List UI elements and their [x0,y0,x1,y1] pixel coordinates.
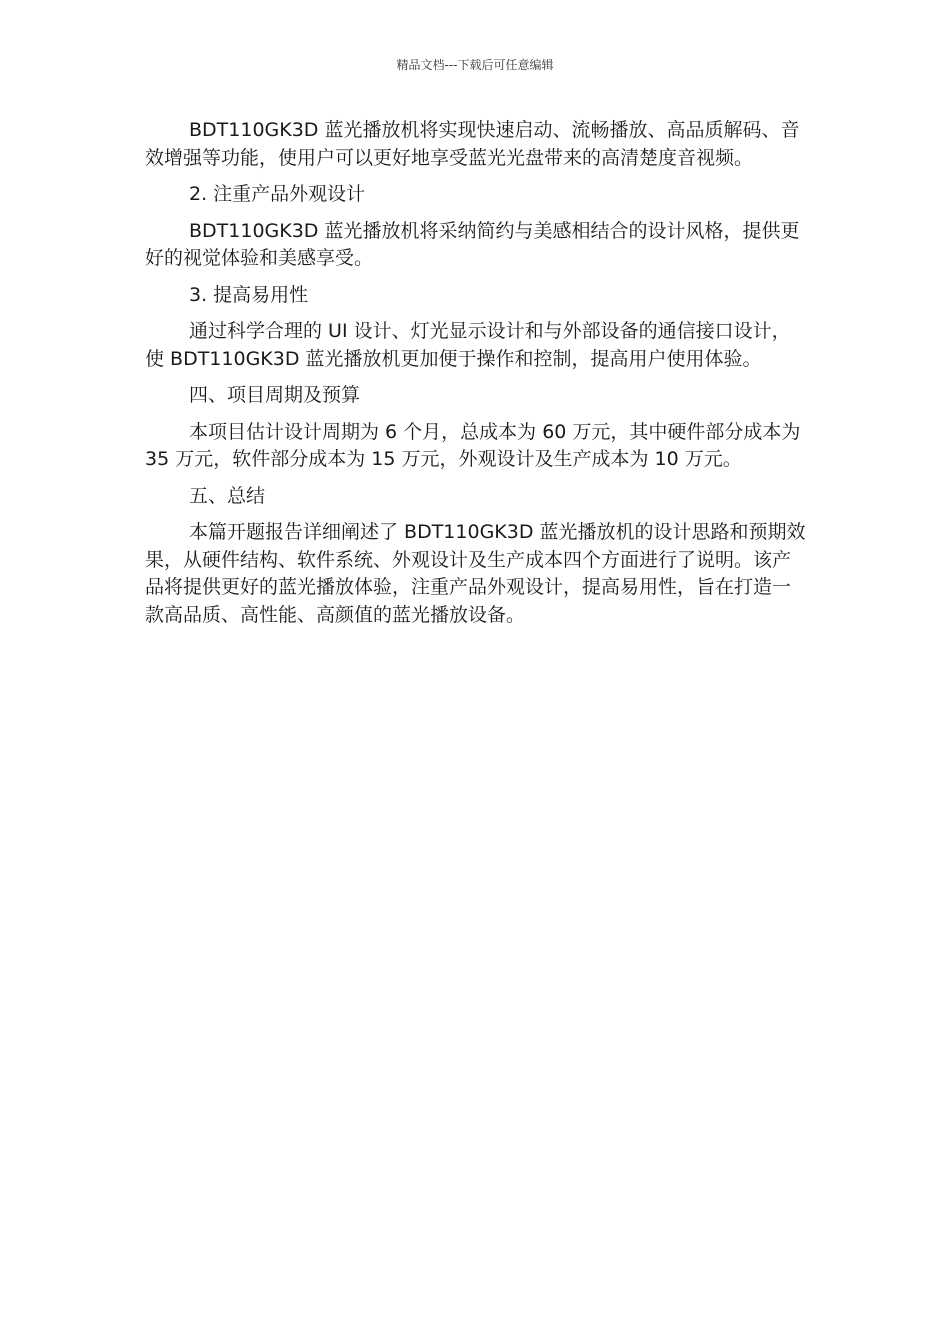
heading-usability: 3. 提高易用性 [189,283,309,306]
paragraph-schedule-budget: 本项目估计设计周期为 6 个月，总成本为 60 万元，其中硬件部分成本为 35 万元，软件部分成本为 15 万元，外观设计及生产成本为 10 万元。 [145,420,801,470]
heading-schedule-budget: 四、项目周期及预算 [189,384,361,406]
page-header: 精品文档---下载后可任意编辑 [396,58,554,72]
heading-summary: 五、总结 [189,484,266,507]
paragraph-usability: 通过科学合理的 UI 设计、灯光显示设计和与外部设备的通信接口设计，使 BDT110GK3D 蓝光播放机更加便于操作和控制，提高用户使用体验。 [145,320,791,370]
document-body [145,117,807,638]
paragraph-summary: 本篇开题报告详细阐述了 BDT110GK3D 蓝光播放机的设计思路和预期效果，从硬件结构、软件系统、外观设计及生产成本四个方面进行了说明。该产品将提供更好的蓝光播放体验，注重产品外观设计，提高易用性，旨在打造一款高品质、高性能、高颜值的蓝光播放设备。 [145,521,806,626]
heading-appearance-design: 2. 注重产品外观设计 [189,183,366,205]
paragraph-appearance-design: BDT110GK3D 蓝光播放机将采纳简约与美感相结合的设计风格，提供更好的视觉体验和美感享受。 [145,219,800,269]
paragraph-features: BDT110GK3D 蓝光播放机将实现快速启动、流畅播放、高品质解码、音效增强等功能，使用户可以更好地享受蓝光光盘带来的高清楚度音视频。 [145,119,800,169]
